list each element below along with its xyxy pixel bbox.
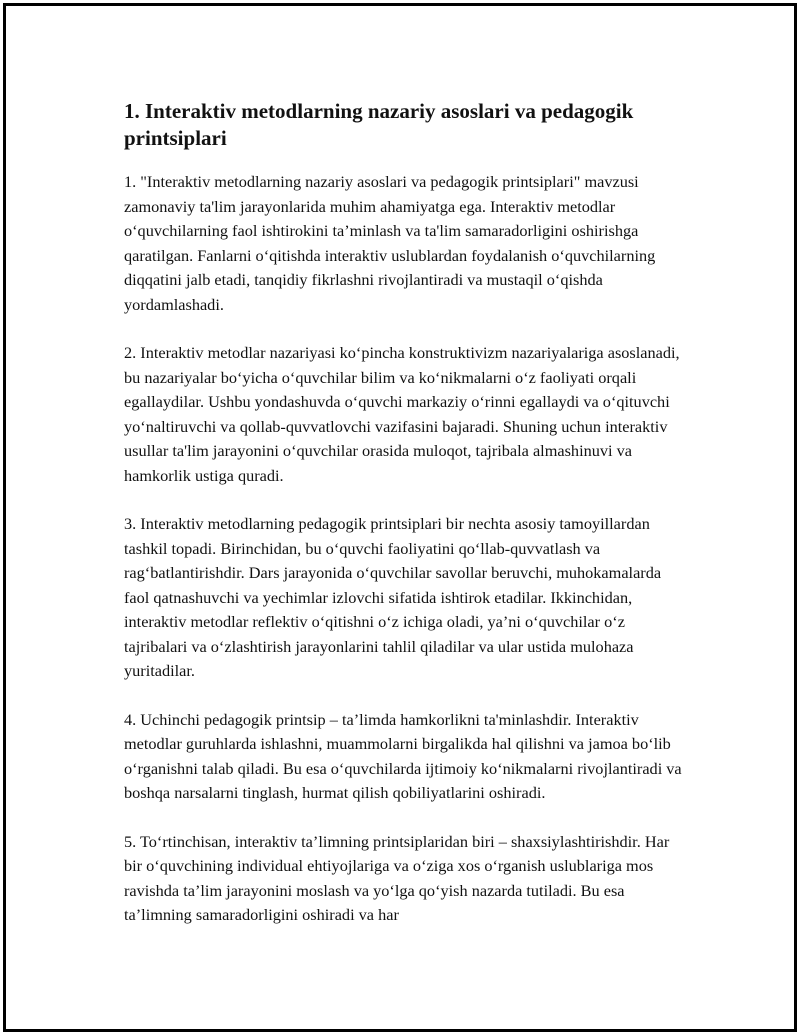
paragraph-2: 2. Interaktiv metodlar nazariyasi ko‘pincha konstruktivizm nazariyalariga asoslanadi, bu nazariyalar bo‘yicha o‘quvchilar bilim va ko‘nikmalarni o‘z faoliyati orqali egallaydilar. Ushbu yondashuvda o‘quvchi markaziy o‘rinni egallaydi va o‘qituvchi yo‘naltiruvchi va qollab-quvvatlovchi vazifasini bajaradi. Shuning uchun interaktiv usullar ta'lim jarayonini o‘quvchilar orasida muloqot, tajribala almashinuvi va hamkorlik ustiga quradi. xyxy=(124,343,680,485)
paragraph-3: 3. Interaktiv metodlarning pedagogik printsiplari bir nechta asosiy tamoyillardan tashkil topadi. Birinchidan, bu o‘quvchi faoliyatini qo‘llab-quvvatlash va rag‘batlantirishdir. Dars jarayonida o‘quvchilar savollar beruvchi, muhokamalarda faol qatnashuvchi va yechimlar izlovchi sifatida ishtirok etadilar. Ikkinchidan, interaktiv metodlar reflektiv o‘qitishni o‘z ichiga oladi, ya’ni o‘quvchilar o‘z tajribalari va o‘zlashtirish jarayonlarini tahlil qiladilar va ular ustida mulohaza yuritadilar. xyxy=(124,514,662,680)
paragraph-5: 5. To‘rtinchisan, interaktiv ta’limning printsiplaridan biri – shaxsiylashtirishdir. Har bir o‘quvchining individual ehtiyojlariga va o‘ziga xos o‘rganish uslublariga mos ravishda ta’lim jarayonini moslash va yo‘lga qo‘yish nazarda tutiladi. Bu esa ta’limning samaradorligini oshiradi va har xyxy=(124,831,670,924)
document-body xyxy=(124,98,684,952)
paragraph-1: 1. "Interaktiv metodlarning nazariy asoslari va pedagogik printsiplari" mavzusi zamonaviy ta'lim jarayonlarida muhim ahamiyatga ega. Interaktiv metodlar o‘quvchilarning faol ishtirokini ta’minlash va ta'lim samaradorligini oshirishga qaratilgan. Fanlarni o‘qitishda interaktiv uslublardan foydalanish o‘quvchilarning diqqatini jalb etadi, tanqidiy fikrlashni rivojlantiradi va mustaqil o‘qishda yordamlashadi. xyxy=(124,172,656,314)
page-frame xyxy=(3,3,797,1032)
document-heading: 1. Interaktiv metodlarning nazariy asoslari va pedagogik printsiplari xyxy=(124,99,634,150)
paragraph-4: 4. Uchinchi pedagogik printsip – ta’limda hamkorlikni ta'minlashdir. Interaktiv metodlar guruhlarda ishlashni, muammolarni birgalikda hal qilishni va jamoa bo‘lib o‘rganishni talab qiladi. Bu esa o‘quvchilarda ijtimoiy ko‘nikmalarni rivojlantiradi va boshqa narsalarni tinglash, hurmat qilish qobiliyatlarini oshiradi. xyxy=(124,709,682,802)
